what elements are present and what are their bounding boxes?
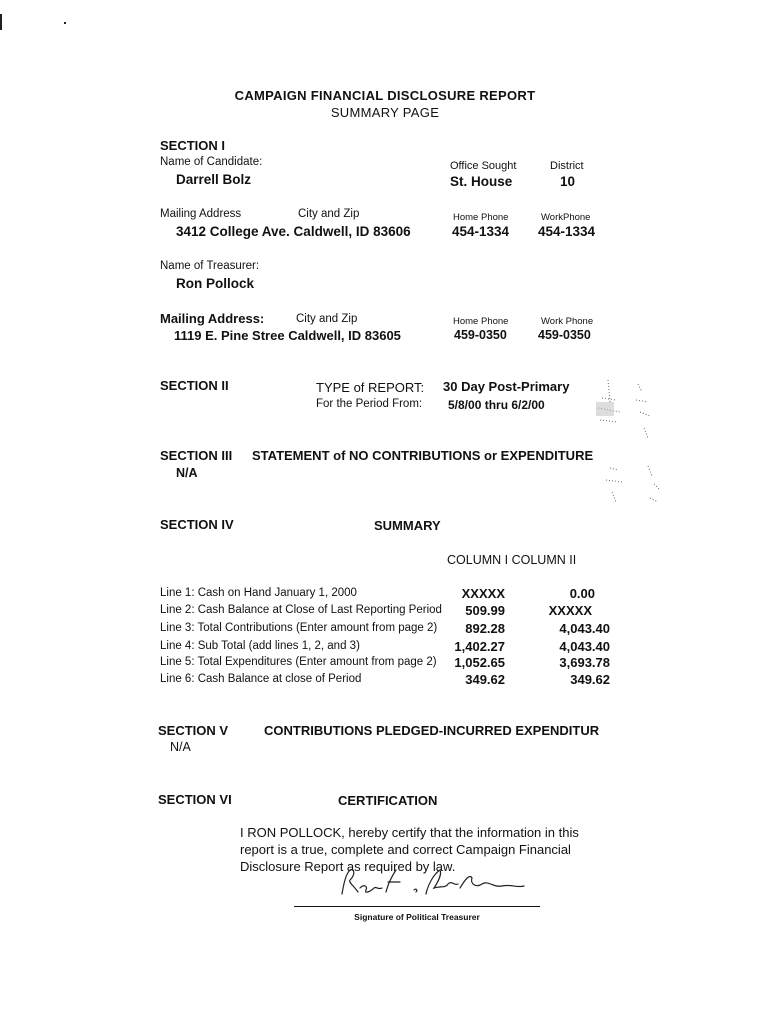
section-3-heading: SECTION III bbox=[160, 448, 233, 463]
city-zip-label: City and Zip bbox=[298, 208, 360, 220]
section-5-title: CONTRIBUTIONS PLEDGED-INCURRED EXPENDITUR bbox=[264, 723, 600, 738]
mailing-label: Mailing Address bbox=[160, 208, 242, 220]
district-label: District bbox=[550, 160, 584, 172]
signature-line bbox=[294, 906, 540, 907]
report-type-value: 30 Day Post-Primary bbox=[443, 379, 570, 394]
summary-line-6-col2: 349.62 bbox=[570, 672, 610, 687]
received-stamp-icon bbox=[588, 372, 688, 532]
treasurer-address: 1119 E. Pine Stree Caldwell, ID 83605 bbox=[174, 328, 401, 343]
district-value: 10 bbox=[560, 174, 576, 189]
office-label: Office Sought bbox=[450, 160, 517, 172]
summary-line-1-col1: XXXXX bbox=[461, 586, 505, 601]
section-4-title: SUMMARY bbox=[374, 518, 441, 533]
section-3-value: N/A bbox=[176, 466, 198, 480]
certification-line-1: I RON POLLOCK, hereby certify that the information in this bbox=[240, 825, 579, 840]
summary-line-4-label: Line 4: Sub Total (add lines 1, 2, and 3) bbox=[160, 640, 360, 652]
summary-line-3-label: Line 3: Total Contributions (Enter amount from page 2) bbox=[160, 622, 438, 634]
signature-icon bbox=[330, 864, 530, 904]
candidate-label: Name of Candidate: bbox=[160, 156, 263, 168]
summary-line-6-label: Line 6: Cash Balance at close of Period bbox=[160, 673, 362, 685]
treasurer-home-phone-label: Home Phone bbox=[453, 316, 509, 327]
treasurer-city-zip-label: City and Zip bbox=[296, 313, 358, 325]
summary-line-5-col1: 1,052.65 bbox=[454, 655, 505, 670]
certification-line-2: report is a true, complete and correct Campaign Financial bbox=[240, 842, 571, 857]
treasurer-label: Name of Treasurer: bbox=[160, 260, 260, 272]
summary-line-4-col1: 1,402.27 bbox=[454, 639, 505, 654]
summary-line-5-col2: 3,693.78 bbox=[559, 655, 610, 670]
section-2-heading: SECTION II bbox=[160, 378, 229, 393]
certification-line-3: Disclosure Report as required by law. bbox=[240, 859, 456, 874]
scan-mark bbox=[0, 14, 2, 30]
period-value: 5/8/00 thru 6/2/00 bbox=[448, 398, 545, 412]
treasurer-name: Ron Pollock bbox=[176, 276, 255, 291]
report-type-label: TYPE of REPORT: bbox=[316, 380, 425, 395]
summary-line-2-col1: 509.99 bbox=[465, 603, 505, 618]
section-1-heading: SECTION I bbox=[160, 138, 226, 153]
candidate-name: Darrell Bolz bbox=[176, 172, 252, 187]
summary-line-6-col1: 349.62 bbox=[465, 672, 505, 687]
section-3-title: STATEMENT of NO CONTRIBUTIONS or EXPENDITURE bbox=[252, 448, 594, 463]
section-6-heading: SECTION VI bbox=[158, 792, 232, 807]
columns-header: COLUMN I COLUMN II bbox=[447, 553, 577, 567]
summary-line-1-label: Line 1: Cash on Hand January 1, 2000 bbox=[160, 587, 357, 599]
report-title: CAMPAIGN FINANCIAL DISCLOSURE REPORT bbox=[234, 88, 536, 103]
summary-line-2-label: Line 2: Cash Balance at Close of Last Reporting Period bbox=[160, 604, 442, 616]
section-4-heading: SECTION IV bbox=[160, 517, 234, 532]
candidate-address: 3412 College Ave. Caldwell, ID 83606 bbox=[176, 224, 411, 239]
section-5-heading: SECTION V bbox=[158, 723, 229, 738]
treasurer-work-phone-label: Work Phone bbox=[541, 316, 594, 327]
summary-line-5-label: Line 5: Total Expenditures (Enter amount from page 2) bbox=[160, 656, 437, 668]
office-value: St. House bbox=[450, 174, 513, 189]
summary-line-4-col2: 4,043.40 bbox=[559, 639, 610, 654]
treasurer-work-phone: 459-0350 bbox=[538, 328, 591, 342]
home-phone-label: Home Phone bbox=[453, 212, 509, 223]
candidate-home-phone: 454-1334 bbox=[452, 224, 510, 239]
summary-line-2-col2: XXXXX bbox=[548, 603, 592, 618]
section-5-value: N/A bbox=[170, 740, 191, 754]
summary-line-1-col2: 0.00 bbox=[569, 586, 595, 601]
summary-line-3-col2: 4,043.40 bbox=[559, 621, 610, 636]
treasurer-mailing-label: Mailing Address: bbox=[160, 311, 265, 326]
scan-dot bbox=[64, 22, 66, 24]
section-6-title: CERTIFICATION bbox=[338, 793, 438, 808]
summary-line-3-col1: 892.28 bbox=[465, 621, 505, 636]
candidate-work-phone: 454-1334 bbox=[538, 224, 596, 239]
period-label: For the Period From: bbox=[316, 398, 423, 410]
work-phone-label: WorkPhone bbox=[541, 212, 591, 223]
signature-caption: Signature of Political Treasurer bbox=[354, 912, 480, 922]
report-subtitle: SUMMARY PAGE bbox=[330, 105, 440, 120]
treasurer-home-phone: 459-0350 bbox=[454, 328, 507, 342]
